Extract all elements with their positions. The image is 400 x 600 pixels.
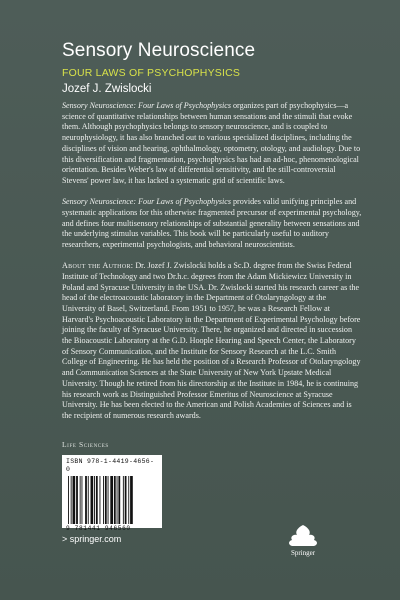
barcode-bar: [73, 476, 76, 524]
barcode-bar: [91, 476, 94, 524]
blurb-paragraph-1-text: organizes part of psychophysics—a science of quantitative relationships between human sensations and the stimuli that evoke them. Although psychophysics belongs to sensory neuroscience, and is coupled to neurophysiology, it has also branched out to various specialized disciplines, including the disciplines of vision and hearing, ophthalmology, optometry, otology, and audiology. Due to this diversification and fragmentation, psychophysics has had an ad-hoc, phenomenological orientation. Besides Weber's law of differential sensitivity, and the still-controversial Stevens' power law, it has lacked a systematic grid of scientific laws.: [62, 101, 361, 185]
springer-logo-text: Springer: [290, 549, 316, 557]
publisher-website: > springer.com: [62, 534, 122, 544]
barcode-bar: [96, 476, 98, 524]
barcode-bar: [123, 476, 124, 524]
barcode-bar: [76, 476, 78, 524]
barcode-bars: [66, 476, 158, 524]
barcode-bar: [94, 476, 95, 524]
barcode-bar: [105, 476, 107, 524]
blurb-paragraph-1-lead: Sensory Neuroscience: Four Laws of Psychophysics: [62, 101, 231, 110]
isbn-number: ISBN 978-1-4419-4656-0: [66, 458, 155, 473]
barcode-digits: 9 781441 946560: [66, 525, 131, 532]
barcode-bar: [85, 476, 87, 524]
about-author-text: Dr. Jozef J. Zwislocki holds a Sc.D. degree from the Swiss Federal Institute of Technology and two Dr.h.c. degrees from the Adam Mickiewicz University in Poland and Syracuse University in the USA. Dr. Zwislocki started his research career as the head of the electroacoustic laboratory in the Department of Otolaryngology at the University of Basel, Switzerland. From 1951 to 1957, he was a Research Fellow at Harvard's Psychoacoustic Laboratory in the Department of Experimental Psychology before joining the faculty of Syracuse University. There, he organized and directed in succession the Bioacoustic Laboratory at the G.D. Hoople Hearing and Speech Center, the Laboratory of Sensory Communication, and the Institute for Sensory Research at the L.C. Smith College of Engineering. He has held the position of a Research Professor of Otolaryngology and Communication Sciences at the State University of New York Upstate Medical University. Though he retired from his directorship at the Institute in 1984, he is continuing his research work as Distinguished Professor Emeritus of Neuroscience at Syracuse University. He has been elected to the American and Polish Academies of Sciences and is the recipient of numerous research awards.: [62, 261, 361, 420]
blurb-paragraph-2-lead: Sensory Neuroscience: Four Laws of Psychophysics: [62, 197, 231, 207]
blurb-paragraph-1: [62, 101, 362, 187]
springer-logo-icon: [283, 524, 323, 558]
blurb-paragraph-2: [62, 197, 362, 251]
barcode-bar: [71, 476, 72, 524]
barcode-bar: [117, 476, 118, 524]
barcode-bar: [108, 476, 109, 524]
barcode-bar: [125, 476, 127, 524]
barcode-bar: [80, 476, 81, 524]
book-author: Jozef J. Zwislocki: [62, 83, 152, 95]
barcode-bar: [110, 476, 113, 524]
barcode-bar: [88, 476, 89, 524]
about-author-heading: About the Author:: [62, 261, 134, 271]
barcode-bar: [100, 476, 101, 524]
barcode-bar: [82, 476, 83, 524]
barcode-bar: [68, 476, 69, 524]
book-subtitle: FOUR LAWS OF PSYCHOPHYSICS: [62, 67, 241, 79]
series-label: Life Sciences: [62, 440, 109, 449]
barcode-bar: [114, 476, 116, 524]
about-author-paragraph: [62, 261, 362, 422]
barcode-bar: [118, 476, 120, 524]
blurb: [62, 101, 362, 432]
isbn-barcode: [62, 455, 162, 532]
barcode-bar: [128, 476, 129, 524]
barcode-bar: [130, 476, 133, 524]
blurb-paragraph-2-text: provides valid unifying principles and systematic applications for this otherwise fragmented precursor of experimental psychology, and defines four multisensory relationships of substantial generality between sensations and the underlying stimulus variables. This book will be particularly useful to auditory researchers, experimental psychologists, and behavioral neuroscientists.: [62, 197, 362, 249]
book-title: Sensory Neuroscience: [62, 40, 256, 61]
barcode-bar: [103, 476, 104, 524]
